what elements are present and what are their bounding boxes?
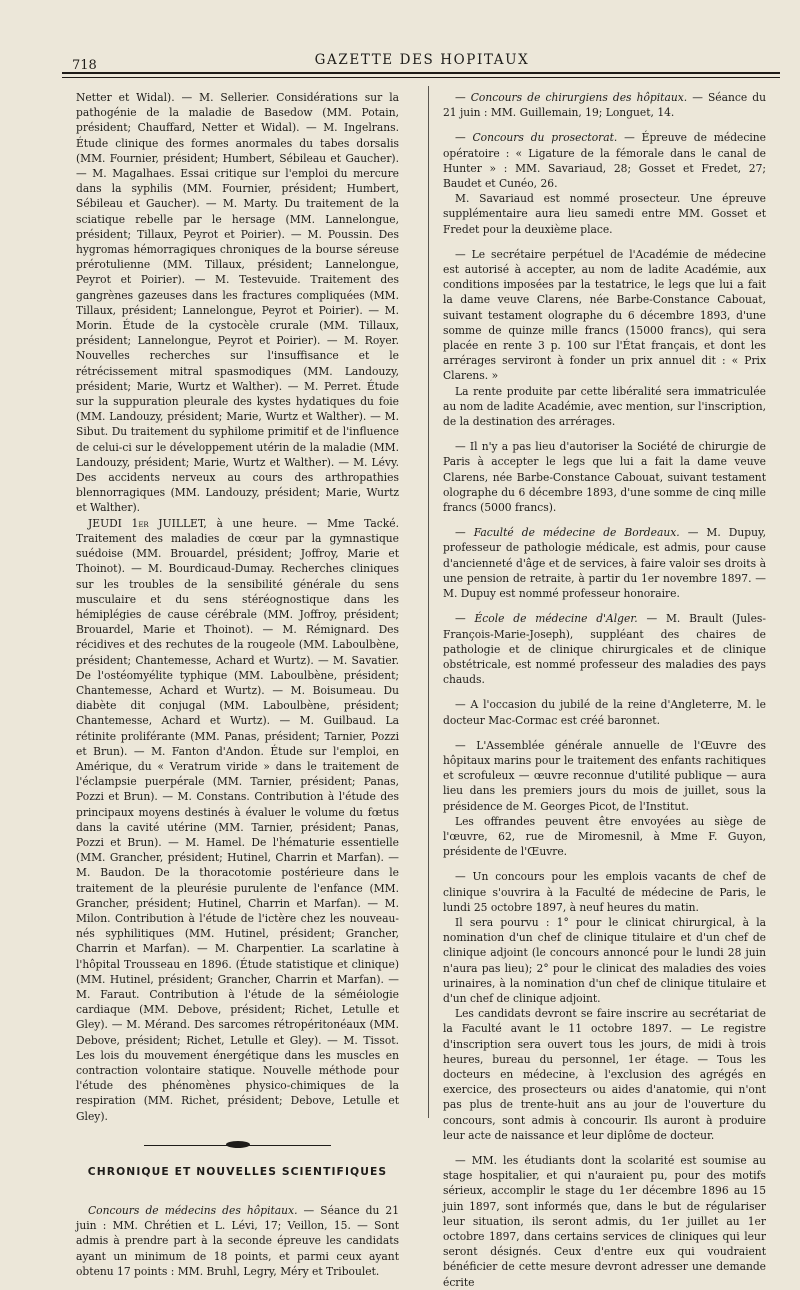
news-item-prosecteur: M. Savariaud est nommé prosecteur. Une épreuve supplémentaire aura lieu samedi entre MM. Gosset et Fredet pour la deuxième place. [443, 192, 766, 236]
news-item-academie-legs: — Le secrétaire perpétuel de l'Académie de médecine est autorisé à accepter, au nom de ladite Académie, aux conditions imposées par la testatrice, le legs que lui a fait la dame veuve Clarens, née Barbe-Constance Cabouat, suivant testament olographe du 6 décembre 1893, d'une somme de quinze mille francs (15000 francs), qui sera placée en rente 3 p. 100 sur l'État français, et dont les arrérages serviront à fonder un prix annuel dit : « Prix Clarens. » [443, 247, 766, 383]
news-item-text: — M. Brault (Jules-François-Marie-Joseph), suppléant des chaires de pathologie et de clinique chirurgicales et de clinique obstétricale, est nommé professeur des maladies des pays chauds. [443, 612, 766, 687]
news-item-etudiants-stage: — MM. les étudiants dont la scolarité est soumise au stage hospitalier, et qui n'auraient pu, pour des motifs sérieux, accomplir le stage du 1er décembre 1896 au 15 juin 1897, sont informés que, dans le but de régulariser leur situation, ils seront admis, du 1er juillet au 1er octobre 1897, dans certains services de cliniques qui leur seront désignés. Ceux d'entre eux qui voudraient bénéficier de cette mesure devront adresser une demande écrite [443, 1154, 766, 1289]
news-item-text: — Séance du 21 juin : MM. Guillemain, 19; Longuet, 14. [443, 91, 766, 120]
news-item-rente: La rente produite par cette libéralité sera immatriculée au nom de ladite Académie, avec mention, sur l'inscription, de la destination des arrérages. [443, 384, 766, 429]
page-header [62, 48, 782, 72]
news-item-jubile: — A l'occasion du jubilé de la reine d'Angleterre, M. le docteur Mac-Cormac est créé baronnet. [443, 698, 766, 727]
section-heading: CHRONIQUE ET NOUVELLES SCIENTIFIQUES [87, 1164, 388, 1178]
thesis-list-continued: Netter et Widal). — M. Sellerier. Considérations sur la pathogénie de la maladie de Basedow (MM. Potain, président; Chauffard, Netter et Widal). — M. Ingelrans. Étude clinique des formes anormales du tabes dorsalis (MM. Fournier, président; Humbert, Sébileau et Gaucher). — M. Magalhaes. Essai critique sur l'emploi du mercure dans la syphilis (MM. Fournier, président; Humbert, Sébileau et Gaucher). — M. Marty. Du traitement de la sciatique rebelle par le hersage (MM. Lannelongue, président; Tillaux, Peyrot et Poirier). — M. Poussin. Des hygromas hémorragiques chroniques de la bourse séreuse prérotulienne (MM. Tillaux, président; Lannelongue, Peyrot et Poirier). — M. Testevuide. Traitement des gangrènes gazeuses dans les fractures compliquées (MM. Tillaux, président; Lannelongue, Peyrot et Poirier). — M. Morin. Étude de la cystocèle crurale (MM. Tillaux, président; Lannelongue, Peyrot et Poirier). — M. Royer. Nouvelles recherches sur l'insuffisance et le rétrécissement mitral spasmodiques (MM. Landouzy, président; Marie, Wurtz et Walther). — M. Perret. Étude sur la suppuration pleurale des kystes hydatiques du foie (MM. Landouzy, président; Marie, Wurtz et Walther). — M. Sibut. Du traitement du syphilome primitif et de l'influence de celui-ci sur le développement utérin de la maladie (MM. Landouzy, président; Marie, Wurtz et Walther). — M. Lévy. Des accidents nerveux au cours des arthropathies blennorragiques (MM. Landouzy, président; Marie, Wurtz et Walther). [76, 91, 399, 515]
header-rule-thick [62, 72, 780, 74]
news-item-text: — M. Dupuy, professeur de pathologie médicale, est admis, pour cause d'ancienneté d'âge et de services, à faire valoir ses droits à une pension de retraite, à partir du 1er novembre 1897. — M. Dupuy est nommé professeur honoraire. [443, 526, 766, 601]
divider-ornament [226, 1141, 250, 1148]
news-item-candidats: Les candidats devront se faire inscrire au secrétariat de la Faculté avant le 11 octobre 1897. — Le registre d'inscription sera ouvert tous les jours, de midi à trois heures, bureau du personnel, 1er étage. — Tous les docteurs en médecine, à l'exclusion des agrégés en exercice, des prosecteurs ou aides d'anatomie, qui n'ont pas plus de trente-huit ans au jour de l'ouverture du concours, sont admis à concourir. Ils auront à produire leur acte de naissance et leur diplôme de docteur. [443, 1007, 766, 1142]
section-divider [76, 1124, 399, 1162]
news-item-clinicat: Il sera pourvu : 1° pour le clinicat chirurgical, à la nomination d'un chef de clinique titulaire et d'un chef de clinique adjoint (le concours annoncé pour le lundi 28 juin n'aura pas lieu); 2° pour le clinicat des maladies des voies urinaires, à la nomination d'un chef de clinique titulaire et d'un chef de clinique adjoint. [443, 915, 766, 1005]
news-item-concours-clinique: — Un concours pour les emplois vacants de chef de clinique s'ouvrira à la Faculté de médecine de Paris, le lundi 25 octobre 1897, à neuf heures du matin. [443, 870, 766, 914]
news-item-text: — Épreuve de médecine opératoire : « Ligature de la fémorale dans le canal de Hunter » : MM. Savariaud, 28; Gosset et Fredet, 27; Baudet et Cunéo, 26. [443, 131, 766, 191]
date-heading: JEUDI 1er JUILLET, [88, 516, 207, 530]
journal-title: GAZETTE DES HOPITAUX [314, 52, 530, 68]
right-column [443, 90, 766, 1290]
page-number: 718 [72, 58, 97, 73]
news-item-text: — Séance du 21 juin : MM. Chrétien et L. Lévi, 17; Veillon, 15. — Sont admis à prendre part à la seconde épreuve les candidats ayant un minimum de 18 points, et parmi ceux ayant obtenu 17 points : MM. Bruhl, Legry, Méry et Triboulet. [76, 1204, 399, 1278]
column-divider [428, 86, 429, 1118]
thesis-list-july-1 [76, 516, 399, 1124]
news-item-heading: — Concours du prosectorat. [455, 131, 618, 145]
left-column [76, 90, 399, 1279]
news-item-prosectorat [443, 130, 766, 191]
news-item-heading: — École de médecine d'Alger. [455, 612, 638, 626]
header-rule-thin [62, 77, 780, 78]
news-item-heading: — Concours de chirurgiens des hôpitaux. [455, 91, 688, 104]
thesis-list-july-1-text: à une heure. — Mme Tacké. Traitement des maladies de cœur par la gymnastique suédoise (MM. Brouardel, président; Joffroy, Marie et Thoinot). — M. Bourdicaud-Dumay. Recherches cliniques sur les troubles de la sensibilité générale du sens musculaire et du sens stéréognostique dans les hémiplégies de cause cérébrale (MM. Joffroy, président; Brouardel, Marie et Thoinot). — M. Rémignard. Des récidives et des rechutes de la rougeole (MM. Laboulbène, président; Chantemesse, Achard et Wurtz). — M. Savatier. De l'ostéomyélite typhique (MM. Laboulbène, président; Chantemesse, Achard et Wurtz). — M. Boisumeau. Du diabète dit conjugal (MM. Laboulbène, président; Chantemesse, Achard et Wurtz). — M. Guilbaud. La rétinite proliférante (MM. Panas, président; Tarnier, Pozzi et Brun). — M. Fanton d'Andon. Étude sur l'emploi, en Amérique, du « Veratrum viride » dans le traitement de l'éclampsie puerpérale (MM. Tarnier, président; Panas, Pozzi et Brun). — M. Constans. Contribution à l'étude des principaux moyens destinés à évaluer le volume du fœtus dans la cavité utérine (MM. Tarnier, président; Panas, Pozzi et Brun). — M. Hamel. De l'hématurie essentielle (MM. Grancher, président; Hutinel, Charrin et Marfan). — M. Baudon. De la thoracotomie postérieure dans le traitement de la pleurésie purulente de l'enfance (MM. Grancher, président; Hutinel, Charrin et Marfan). — M. Milon. Contribution à l'étude de l'ictère chez les nouveau-nés syphilitiques (MM. Hutinel, président; Grancher, Charrin et Marfan). — M. Charpentier. La scarlatine à l'hôpital Trousseau en 1896. (Étude statistique et clinique) (MM. Hutinel, président; Grancher, Charrin et Marfan). — M. Faraut. Contribution à l'étude de la séméiologie cardiaque (MM. Debove, président; Richet, Letulle et Gley). — M. Mérand. Des sarcomes rétropéritonéaux (MM. Debove, président; Richet, Letulle et Gley). — M. Tissot. Les lois du mouvement énergétique dans les muscles en contraction volontaire statique. Nouvelle méthode pour l'étude des phénomènes physico-chimiques de la respiration (MM. Richet, président; Debove, Letulle et Gley). [76, 516, 399, 1123]
news-item-societe-chirurgie: — Il n'y a pas lieu d'autoriser la Société de chirurgie de Paris à accepter le legs que lui a fait la dame veuve Clarens, née Barbe-Constance Cabouat, suivant testament olographe du 6 décembre 1893, d'une somme de cinq mille francs (5000 francs). [443, 440, 766, 515]
news-item-medecins-hopitaux [76, 1203, 399, 1279]
news-item-heading: — Faculté de médecine de Bordeaux. [455, 526, 680, 540]
news-item-chirurgiens [443, 90, 766, 120]
news-item-bordeaux [443, 525, 766, 601]
news-item-offrandes: Les offrandes peuvent être envoyées au siège de l'œuvre, 62, rue de Miromesnil, à Mme F. Guyon, présidente de l'Œuvre. [443, 814, 766, 859]
news-item-alger [443, 611, 766, 687]
news-item-heading: Concours de médecins des hôpitaux. [88, 1204, 298, 1218]
news-item-hopitaux-marins: — L'Assemblée générale annuelle de l'Œuvre des hôpitaux marins pour le traitement des enfants rachitiques et scrofuleux — œuvre reconnue d'utilité publique — aura lieu dans les premiers jours du mois de juillet, sous la présidence de M. Georges Picot, de l'Institut. [443, 738, 766, 813]
